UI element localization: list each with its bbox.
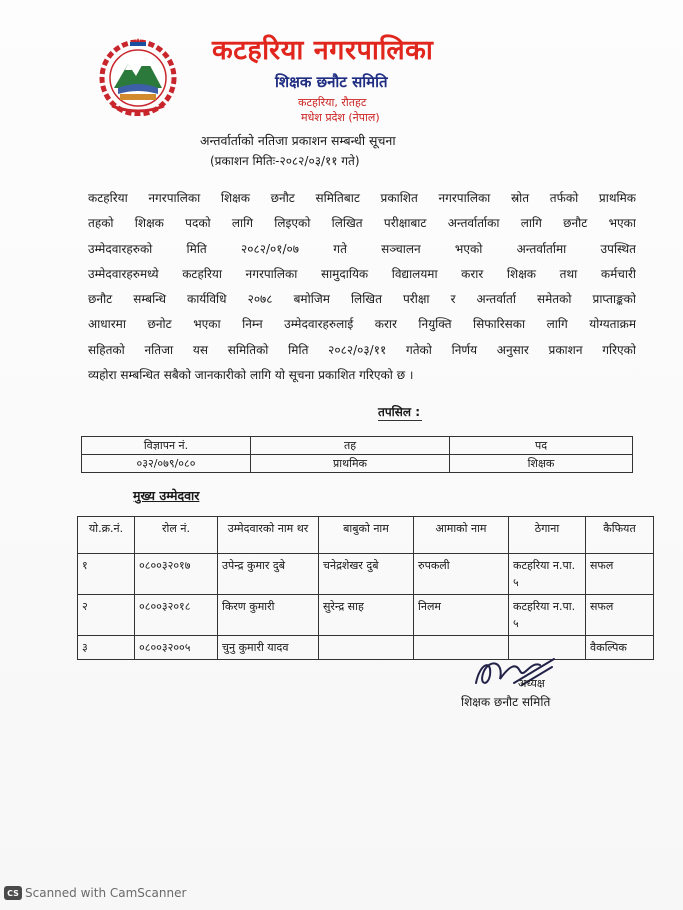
notice-title: अन्तर्वार्ताको नतिजा प्रकाशन सम्बन्धी सूचना (200, 133, 396, 148)
body-line: तहको शिक्षक पदको लागि लिइएको लिखित परीक्षाबाट अन्तर्वार्ताका लागि छनौट भएका (88, 216, 636, 231)
address-line-1: कटहरिया, रौतहट (298, 96, 367, 109)
table-cell: ०८००३२०१७ (135, 554, 218, 595)
table-header-cell: रोल नं. (135, 517, 218, 554)
table-cell: कटहरिया न.पा. ५ (509, 554, 586, 595)
table-header-cell: विज्ञापन नं. (82, 437, 251, 455)
notice-body (88, 186, 636, 388)
table-header-cell: तह (251, 437, 450, 455)
table-cell: कटहरिया न.पा. ५ (509, 595, 586, 636)
committee-name: शिक्षक छनौट समिति (275, 73, 388, 91)
table-cell: वैकल्पिक (586, 636, 654, 660)
vacancy-table (81, 436, 633, 473)
table-row (78, 595, 654, 636)
watermark-text: Scanned with CamScanner (25, 886, 187, 900)
table-cell: १ (78, 554, 135, 595)
main-candidates-heading: मुख्य उम्मेदवार (133, 488, 200, 503)
address-line-2: मधेश प्रदेश (नेपाल) (301, 111, 380, 124)
table-header-row (82, 437, 633, 455)
table-cell: ०३२/०७९/०८० (82, 455, 251, 473)
table-header-cell: पद (450, 437, 633, 455)
body-line: छनौट सम्बन्धि कार्यविधि २०७८ बमोजिम लिखित परीक्षा र अन्तर्वार्ता समेतको प्राप्ताङ्कको (88, 292, 636, 307)
table-row (82, 455, 633, 473)
body-line: व्यहोरा सम्बन्धित सबैको जानकारीको लागि यो सूचना प्रकाशित गरिएको छ । (88, 368, 414, 383)
table-cell: सुरेन्द्र साह (319, 595, 414, 636)
nepal-emblem-icon (92, 36, 184, 116)
table-cell: प्राथमिक (251, 455, 450, 473)
details-label: तपसिल : (378, 405, 420, 419)
body-line: कटहरिया नगरपालिका शिक्षक छनौट समितिबाट प्रकाशित नगरपालिका स्रोत तर्फको प्राथमिक (88, 191, 636, 205)
notice-date: (प्रकाशन मितिः-२०८२/०३/११ गते) (210, 154, 360, 168)
table-cell: चनेद्रशेखर दुबे (319, 554, 414, 595)
signatory-role: अध्यक्ष (518, 677, 545, 690)
handwritten-signature-icon (470, 653, 560, 693)
table-cell: उपेन्द्र कुमार दुबे (218, 554, 319, 595)
table-cell: ०८००३२०१८ (135, 595, 218, 636)
table-cell (319, 636, 414, 660)
table-header-cell: कैफियत (586, 517, 654, 554)
table-header-cell: आमाको नाम (414, 517, 509, 554)
table-header-cell: बाबुको नाम (319, 517, 414, 554)
table-cell: २ (78, 595, 135, 636)
body-line: उम्मेदवारहरुमध्ये कटहरिया नगरपालिका सामुदायिक विद्यालयमा करार शिक्षक तथा कर्मचारी (88, 266, 636, 281)
scanner-watermark (4, 886, 186, 900)
table-header-cell: ठेगाना (509, 517, 586, 554)
table-header-cell: उम्मेदवारको नाम थर (218, 517, 319, 554)
camscanner-logo-icon: CS (4, 886, 22, 900)
table-cell: चुनु कुमारी यादव (218, 636, 319, 660)
table-row (78, 636, 654, 660)
table-cell: सफल (586, 554, 654, 595)
signatory-committee: शिक्षक छनौट समिति (461, 695, 551, 709)
body-line: आधारमा छनोट भएका निम्न उम्मेदवारहरुलाई करार नियुक्ति सिफारिसका लागि योग्यताक्रम (88, 317, 636, 332)
table-cell: ३ (78, 636, 135, 660)
table-row (78, 554, 654, 595)
details-underline (378, 420, 422, 421)
table-header-row (78, 517, 654, 554)
body-line: उम्मेदवारहरुको मिति २०८२/०१/०७ गते सञ्चालन भएको अन्तर्वार्तामा उपस्थित (88, 241, 636, 256)
table-cell: निलम (414, 595, 509, 636)
table-header-cell: यो.क्र.नं. (78, 517, 135, 554)
table-cell: ०८००३२००५ (135, 636, 218, 660)
candidate-table (77, 516, 654, 660)
body-line: सहितको नतिजा यस समितिको मिति २०८२/०३/११ गतेको निर्णय अनुसार प्रकाशन गरिएको (88, 342, 636, 357)
table-cell: सफल (586, 595, 654, 636)
municipality-name: कटहरिया नगरपालिका (212, 35, 434, 66)
table-cell: किरण कुमारी (218, 595, 319, 636)
table-cell: रुपकली (414, 554, 509, 595)
table-cell: शिक्षक (450, 455, 633, 473)
